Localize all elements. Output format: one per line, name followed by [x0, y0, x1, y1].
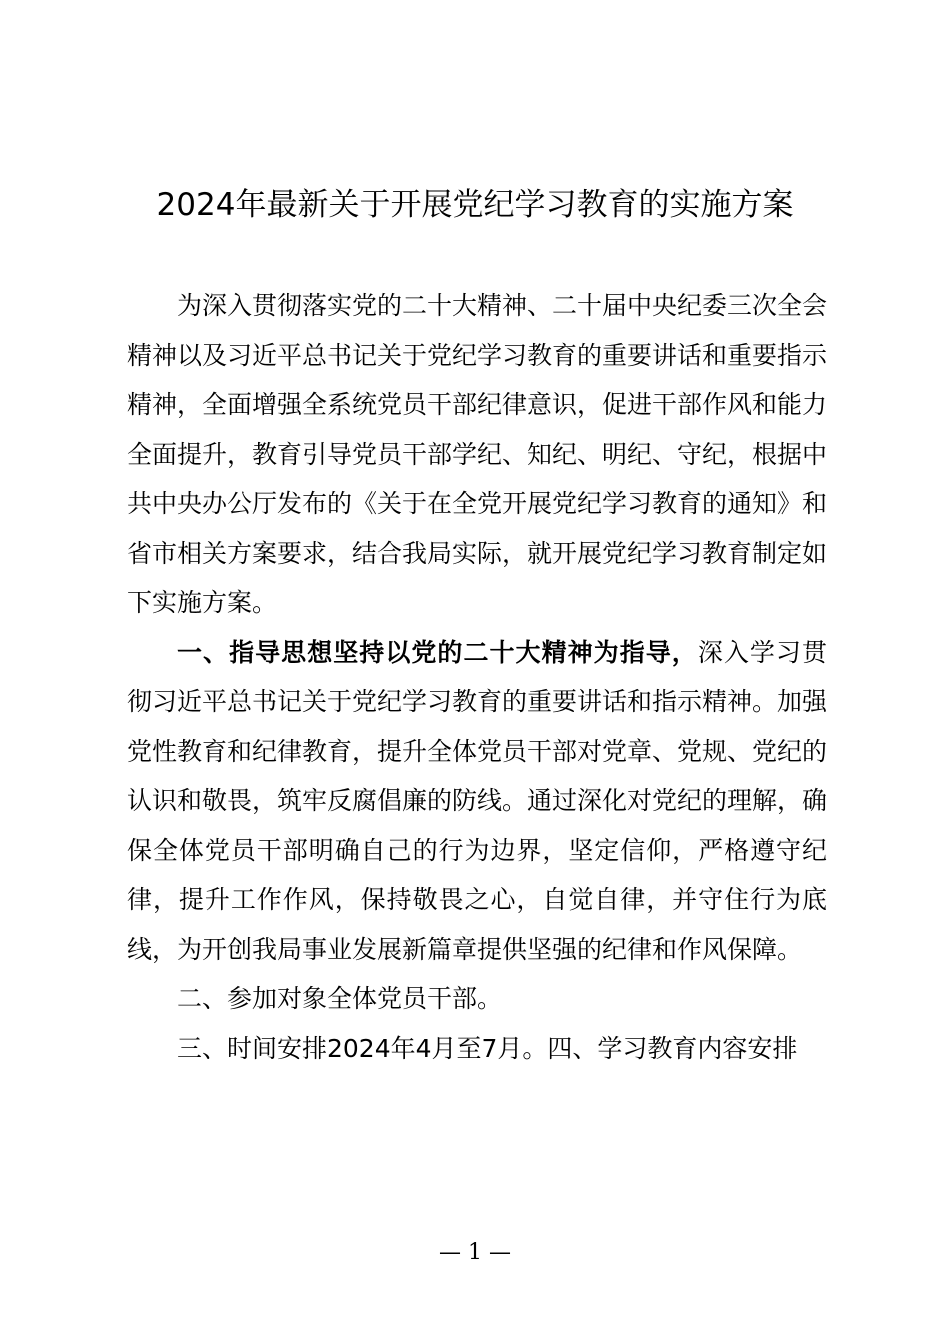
paragraph-guiding-ideology-heading: 一、指导思想坚持以党的二十大精神为指导， — [177, 637, 698, 667]
document-title: 2024年最新关于开展党纪学习教育的实施方案 — [156, 187, 794, 223]
paragraph-participants-text: 二、参加对象全体党员干部。 — [177, 984, 503, 1013]
paragraph-schedule — [127, 1024, 827, 1074]
paragraph-participants — [127, 974, 827, 1024]
paragraph-intro — [127, 281, 827, 628]
page-number: — 1 — — [439, 1240, 511, 1265]
document-body — [127, 281, 827, 1073]
paragraph-guiding-ideology-text: 深入学习贯彻习近平总书记关于党纪学习教育的重要讲话和指示精神。加强党性教育和纪律教育，提升全体党员干部对党章、党规、党纪的认识和敬畏，筑牢反腐倡廉的防线。通过深化对党纪的理解，确保全体党员干部明确自己的行为边界，坚定信仰，严格遵守纪律，提升工作作风，保持敬畏之心，自觉自律，并守住行为底线，为开创我局事业发展新篇章提供坚强的纪律和作风保障。 — [127, 637, 828, 964]
paragraph-intro-text: 为深入贯彻落实党的二十大精神、二十届中央纪委三次全会精神以及习近平总书记关于党纪学习教育的重要讲话和重要指示精神，全面增强全系统党员干部纪律意识，促进干部作风和能力全面提升，教育引导党员干部学纪、知纪、明纪、守纪，根据中共中央办公厅发布的《关于在全党开展党纪学习教育的通知》和省市相关方案要求，结合我局实际，就开展党纪学习教育制定如下实施方案。 — [127, 291, 828, 617]
paragraph-schedule-text: 三、时间安排2024年4月至7月。四、学习教育内容安排 — [177, 1033, 798, 1063]
paragraph-guiding-ideology — [127, 628, 827, 975]
